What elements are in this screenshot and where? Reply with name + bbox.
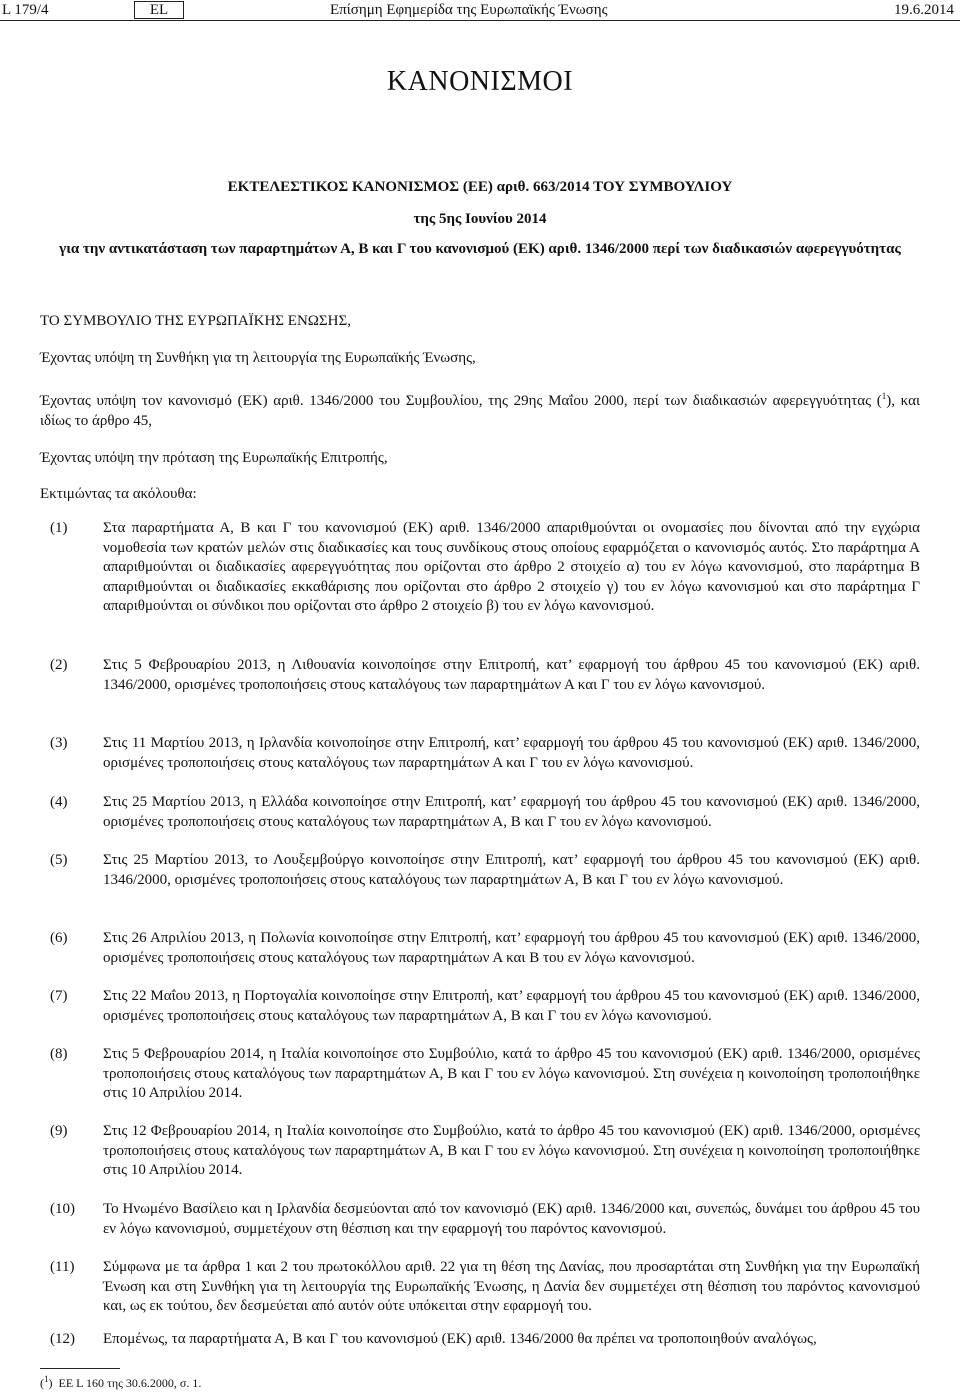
section-title: ΚΑΝΟΝΙΣΜΟΙ [386, 66, 574, 97]
recital-number: (3) [50, 735, 68, 751]
recital-item [40, 1045, 920, 1104]
regulation-subject: για την αντικατάσταση των παραρτημάτων Α, Β και Γ του κανονισμού (ΕΚ) αριθ. 1346/2000 περί των διαδικασιών αφερεγγυότητας [59, 241, 901, 257]
recital-text: Σύμφωνα με τα άρθρα 1 και 2 του πρωτοκόλλου αριθ. 22 για τη θέση της Δανίας, που προσαρτάται στη Συνθήκη για την Ευρωπαϊκή Ένωση και στη Συνθήκη για τη λειτουργία της Ευρωπαϊκής Ένωσης, η Δανία δεν συμμετέχει στη θέσπιση του παρόντος κανονισμού και, ως εκ τούτου, δεν δεσμεύεται από αυτόν ούτε υπόκειται στην εφαρμογή του. [103, 1259, 920, 1314]
recital-number: (7) [50, 988, 68, 1004]
recital-number: (11) [50, 1259, 75, 1275]
recital-text: Στις 5 Φεβρουαρίου 2013, η Λιθουανία κοινοποίησε στην Επιτροπή, κατ’ εφαρμογή του άρθρου 45 του κανονισμού (ΕΚ) αριθ. 1346/2000, ορισμένες τροποποιήσεις στους καταλόγους των παραρτημάτων Α και Γ του εν λόγω κανονισμού. [103, 657, 920, 693]
recital-number: (6) [50, 930, 68, 946]
recital-item [40, 1122, 920, 1181]
recital-item [40, 929, 920, 968]
recital-item [40, 1330, 920, 1350]
preamble-council: ΤΟ ΣΥΜΒΟΥΛΙΟ ΤΗΣ ΕΥΡΩΠΑΪΚΗΣ ΕΝΩΣΗΣ, [40, 313, 351, 329]
preamble-having-proposal: Έχοντας υπόψη την πρόταση της Ευρωπαϊκής Επιτροπής, [40, 450, 388, 466]
footnote-text: ΕΕ L 160 της 30.6.2000, σ. 1. [58, 1376, 202, 1390]
recital-number: (8) [50, 1046, 68, 1062]
journal-title: Επίσημη Εφημερίδα της Ευρωπαϊκής Ένωσης [330, 2, 608, 18]
regulation-date: της 5ης Ιουνίου 2014 [413, 211, 547, 227]
recital-text: Στις 25 Μαρτίου 2013, η Ελλάδα κοινοποίησε στην Επιτροπή, κατ’ εφαρμογή του άρθρου 45 του κανονισμού (ΕΚ) αριθ. 1346/2000, ορισμένες τροποποιήσεις στους καταλόγους των παραρτημάτων Α, Β και Γ του εν λόγω κανονισμού. [103, 794, 920, 830]
recital-text: Στις 11 Μαρτίου 2013, η Ιρλανδία κοινοποίησε στην Επιτροπή, κατ’ εφαρμογή του άρθρου 45 του κανονισμού (ΕΚ) αριθ. 1346/2000, ορισμένες τροποποιήσεις στους καταλόγους των παραρτημάτων Α και Γ του εν λόγω κανονισμού. [103, 735, 920, 771]
recital-text: Στις 12 Φεβρουαρίου 2014, η Ιταλία κοινοποίησε στο Συμβούλιο, κατά το άρθρο 45 του κανονισμού (ΕΚ) αριθ. 1346/2000, ορισμένες τροποποιήσεις στους καταλόγους των παραρτημάτων Α, Β και Γ του εν λόγω κανονισμού. Στη συνέχεια η κοινοποίηση τροποποιήθηκε στις 10 Απριλίου 2014. [103, 1123, 920, 1178]
recital-number: (4) [50, 794, 68, 810]
language-badge: EL [134, 1, 184, 19]
recital-item [40, 1258, 920, 1317]
recital-item [40, 656, 920, 695]
preamble-having-regulation [40, 387, 920, 431]
header-divider [0, 20, 960, 21]
page-reference: L 179/4 [2, 2, 49, 18]
recital-item [40, 851, 920, 890]
recital-item [40, 1200, 920, 1239]
recital-number: (10) [50, 1201, 75, 1217]
recital-text: Στις 26 Απριλίου 2013, η Πολωνία κοινοποίησε στην Επιτροπή, κατ’ εφαρμογή του άρθρου 45 του κανονισμού (ΕΚ) αριθ. 1346/2000, ορισμένες τροποποιήσεις στους καταλόγους των παραρτημάτων Α και Β του εν λόγω κανονισμού. [103, 930, 920, 966]
recital-text: Επομένως, τα παραρτήματα Α, Β και Γ του κανονισμού (ΕΚ) αριθ. 1346/2000 θα πρέπει να τροποποιηθούν αναλόγως, [103, 1331, 817, 1347]
publication-date: 19.6.2014 [894, 2, 954, 18]
footnote-reference: 1 [881, 391, 887, 401]
recital-text: Στις 25 Μαρτίου 2013, το Λουξεμβούργο κοινοποίησε στην Επιτροπή, κατ’ εφαρμογή του άρθρου 45 του κανονισμού (ΕΚ) αριθ. 1346/2000, ορισμένες τροποποιήσεις στους καταλόγους των παραρτημάτων Α, Β και Γ του εν λόγω κανονισμού. [103, 852, 920, 888]
recital-text: Το Ηνωμένο Βασίλειο και η Ιρλανδία δεσμεύονται από τον κανονισμό (ΕΚ) αριθ. 1346/2000 και, συνεπώς, δυνάμει του άρθρου 45 του εν λόγω κανονισμού, συμμετέχουν στη θέσπιση και την εφαρμογή του παρόντος κανονισμού. [103, 1201, 920, 1237]
recital-text: Στις 22 Μαΐου 2013, η Πορτογαλία κοινοποίησε στην Επιτροπή, κατ’ εφαρμογή του άρθρου 45 του κανονισμού (ΕΚ) αριθ. 1346/2000, ορισμένες τροποποιήσεις στους καταλόγους των παραρτημάτων Α, Β και Γ του εν λόγω κανονισμού. [103, 988, 920, 1024]
recital-item [40, 793, 920, 832]
recital-item [40, 987, 920, 1026]
recital-number: (5) [50, 852, 68, 868]
recital-text: Στις 5 Φεβρουαρίου 2014, η Ιταλία κοινοποίησε στο Συμβούλιο, κατά το άρθρο 45 του κανονισμού (ΕΚ) αριθ. 1346/2000, ορισμένες τροποποιήσεις στους καταλόγους των παραρτημάτων Α, Β και Γ του εν λόγω κανονισμού. Στη συνέχεια η κοινοποίηση τροποποιήθηκε στις 10 Απριλίου 2014. [103, 1046, 920, 1101]
recital-number: (1) [50, 520, 68, 536]
preamble-having-regulation-text: Έχοντας υπόψη τον κανονισμό (ΕΚ) αριθ. 1346/2000 του Συμβουλίου, της 29ης Μαΐου 2000, περί των διαδικασιών αφερεγγυότητας ( [40, 393, 882, 409]
regulation-title: ΕΚΤΕΛΕΣΤΙΚΟΣ ΚΑΝΟΝΙΣΜΟΣ (ΕΕ) αριθ. 663/2014 ΤΟΥ ΣΥΜΒΟΥΛΙΟΥ [227, 179, 733, 195]
footnote: ($^1$) ΕΕ L 160 της 30.6.2000, σ. 1. [40, 1374, 202, 1390]
recital-number: (9) [50, 1123, 68, 1139]
preamble-having-treaty: Έχοντας υπόψη τη Συνθήκη για τη λειτουργία της Ευρωπαϊκής Ένωσης, [40, 350, 476, 366]
recital-text: Στα παραρτήματα Α, Β και Γ του κανονισμού (ΕΚ) αριθ. 1346/2000 απαριθμούνται οι ονομασίες που δίνονται από την εγχώρια νομοθεσία των κρατών μελών στις διαδικασίες και τους συνδίκους στους οποίους εφαρμόζεται ο κανονισμός αυτός. Στο παράρτημα Α απαριθμούνται οι διαδικασίες αφερεγγυότητας που ορίζονται στο άρθρο 2 στοιχείο α) του εν λόγω κανονισμού, στο παράρτημα Β απαριθμούνται οι διαδικασίες εκκαθάρισης που ορίζονται στο άρθρο 2 στοιχείο γ) του εν λόγω κανονισμού και στο παράρτημα Γ απαριθμούνται οι σύνδικοι που ορίζονται στο άρθρο 2 στοιχείο β) του εν λόγω κανονισμού. [103, 520, 920, 614]
recital-number: (12) [50, 1331, 75, 1347]
preamble-having-regulation-end: ), και ιδίως το άρθρο 45, [40, 393, 920, 429]
page-header [0, 0, 960, 22]
preamble-whereas: Εκτιμώντας τα ακόλουθα: [40, 486, 197, 502]
footnote-divider [40, 1368, 120, 1369]
recital-item [40, 734, 920, 773]
footnote-number: 1 [44, 1374, 49, 1384]
recital-number: (2) [50, 657, 68, 673]
recital-item [40, 519, 920, 617]
